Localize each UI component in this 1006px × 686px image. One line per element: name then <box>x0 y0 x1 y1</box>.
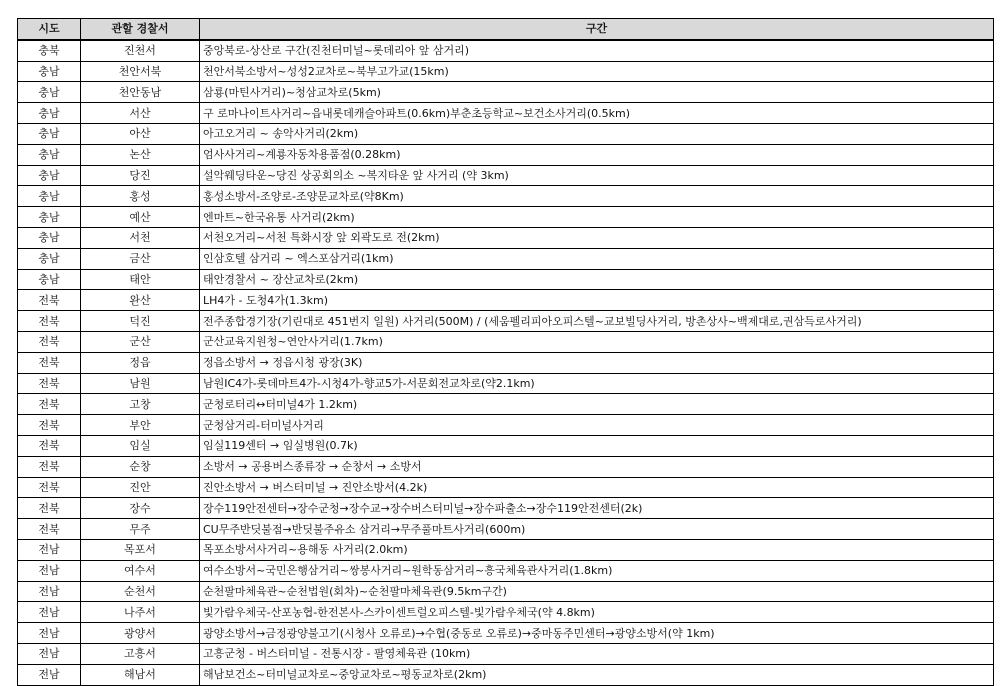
cell-police-station: 장수 <box>81 498 200 519</box>
cell-section: 중앙북로-상산로 구간(진천터미널~롯데리아 앞 삼거리) <box>200 40 994 61</box>
table-row <box>18 623 994 644</box>
cell-police-station: 서산 <box>81 103 200 124</box>
table-row <box>18 207 994 228</box>
cell-police-station: 고창 <box>81 394 200 415</box>
cell-police-station: 진안 <box>81 477 200 498</box>
table-row <box>18 581 994 602</box>
cell-province: 전북 <box>18 311 81 332</box>
table-row <box>18 602 994 623</box>
table-row <box>18 394 994 415</box>
cell-police-station: 여수서 <box>81 560 200 581</box>
cell-section: 홍성소방서-조양로-조양문교차로(약8Km) <box>200 186 994 207</box>
cell-police-station: 남원 <box>81 373 200 394</box>
cell-section: 설악웨딩타운~당진 상공회의소 ~복지타운 앞 사거리 (약 3km) <box>200 165 994 186</box>
cell-section: 남원IC4가-롯데마트4가-시청4가-향교5가-서문회전교차로(약2.1km) <box>200 373 994 394</box>
cell-province: 충남 <box>18 207 81 228</box>
cell-section: 빛가람우체국-산포농협-한전본사-스카이센트럴오피스텔-빛가람우체국(약 4.8km) <box>200 602 994 623</box>
table-row <box>18 144 994 165</box>
table-row <box>18 456 994 477</box>
table-row <box>18 248 994 269</box>
cell-police-station: 순천서 <box>81 581 200 602</box>
table-row <box>18 498 994 519</box>
section-table <box>17 18 994 686</box>
cell-province: 전남 <box>18 560 81 581</box>
cell-police-station: 순창 <box>81 456 200 477</box>
cell-police-station: 금산 <box>81 248 200 269</box>
cell-province: 충남 <box>18 248 81 269</box>
section-table-container <box>17 18 994 686</box>
cell-police-station: 천안동남 <box>81 82 200 103</box>
table-row <box>18 539 994 560</box>
cell-police-station: 논산 <box>81 144 200 165</box>
cell-province: 충남 <box>18 144 81 165</box>
cell-police-station: 아산 <box>81 123 200 144</box>
cell-section: 군청삼거리-터미널사거리 <box>200 415 994 436</box>
cell-police-station: 목포서 <box>81 539 200 560</box>
table-row <box>18 352 994 373</box>
table-row <box>18 290 994 311</box>
table-row <box>18 477 994 498</box>
cell-police-station: 당진 <box>81 165 200 186</box>
cell-police-station: 예산 <box>81 207 200 228</box>
cell-section: 장수119안전센터→장수군청→장수교→장수버스터미널→장수파출소→장수119안전센터(2k) <box>200 498 994 519</box>
table-row <box>18 435 994 456</box>
table-row <box>18 40 994 61</box>
table-row <box>18 227 994 248</box>
table-row <box>18 664 994 685</box>
cell-police-station: 나주서 <box>81 602 200 623</box>
cell-province: 충남 <box>18 82 81 103</box>
cell-section: 여수소방서~국민은행삼거리~쌍봉사거리~원학동삼거리~흥국체육관사거리(1.8km) <box>200 560 994 581</box>
table-row <box>18 373 994 394</box>
cell-province: 전북 <box>18 477 81 498</box>
cell-police-station: 군산 <box>81 331 200 352</box>
cell-police-station: 천안서북 <box>81 61 200 82</box>
table-row <box>18 311 994 332</box>
table-row <box>18 61 994 82</box>
cell-section: 진안소방서 → 버스터미널 → 진안소방서(4.2k) <box>200 477 994 498</box>
cell-police-station: 무주 <box>81 519 200 540</box>
cell-police-station: 서천 <box>81 227 200 248</box>
cell-province: 전북 <box>18 519 81 540</box>
cell-province: 충남 <box>18 186 81 207</box>
cell-province: 전남 <box>18 539 81 560</box>
cell-section: 서천오거리~서천 특화시장 앞 외곽도로 전(2km) <box>200 227 994 248</box>
table-row <box>18 186 994 207</box>
cell-province: 충북 <box>18 40 81 61</box>
cell-province: 전북 <box>18 290 81 311</box>
cell-section: 전주종합경기장(기린대로 451번지 일원) 사거리(500M) / (세움펠리피아오피스텔~교보빌딩사거리, 방촌상사~백제대로,권삼득로사거리) <box>200 311 994 332</box>
cell-section: 태안경찰서 ~ 장산교차로(2km) <box>200 269 994 290</box>
cell-section: 임실119센터 → 임실병원(0.7k) <box>200 435 994 456</box>
cell-section: LH4가 - 도청4가(1.3km) <box>200 290 994 311</box>
table-row <box>18 123 994 144</box>
cell-police-station: 부안 <box>81 415 200 436</box>
cell-police-station: 덕진 <box>81 311 200 332</box>
table-body <box>18 40 994 685</box>
cell-province: 전북 <box>18 435 81 456</box>
cell-section: 목포소방서사거리~용해동 사거리(2.0km) <box>200 539 994 560</box>
cell-police-station: 해남서 <box>81 664 200 685</box>
table-row <box>18 560 994 581</box>
table-row <box>18 269 994 290</box>
table-row <box>18 165 994 186</box>
table-row <box>18 331 994 352</box>
cell-province: 전북 <box>18 331 81 352</box>
cell-province: 전북 <box>18 394 81 415</box>
table-row <box>18 415 994 436</box>
table-row <box>18 82 994 103</box>
cell-province: 전북 <box>18 415 81 436</box>
cell-police-station: 임실 <box>81 435 200 456</box>
cell-province: 충남 <box>18 269 81 290</box>
cell-province: 전남 <box>18 643 81 664</box>
cell-province: 충남 <box>18 227 81 248</box>
cell-police-station: 진천서 <box>81 40 200 61</box>
cell-section: 군산교육지원청~연안사거리(1.7km) <box>200 331 994 352</box>
cell-province: 전남 <box>18 602 81 623</box>
cell-section: 순천팔마체육관~순천법원(회차)~순천팔마체육관(9.5km구간) <box>200 581 994 602</box>
cell-section: 광양소방서→금정광양불고기(시청사 오류로)→수협(중동로 오류로)→중마동주민센터→광양소방서(약 1km) <box>200 623 994 644</box>
table-row <box>18 643 994 664</box>
cell-province: 전북 <box>18 498 81 519</box>
table-row <box>18 519 994 540</box>
cell-section: 구 로마나이트사거리~읍내롯데캐슬아파트(0.6km)부춘초등학교~보건소사거리(0.5km) <box>200 103 994 124</box>
header-section: 구간 <box>200 19 994 40</box>
header-police-station: 관할 경찰서 <box>81 19 200 40</box>
header-province: 시도 <box>18 19 81 40</box>
cell-police-station: 홍성 <box>81 186 200 207</box>
cell-section: 인삼호텔 삼거리 ~ 엑스포삼거리(1km) <box>200 248 994 269</box>
cell-police-station: 태안 <box>81 269 200 290</box>
cell-police-station: 고흥서 <box>81 643 200 664</box>
cell-section: 아고오거리 ~ 송악사거리(2km) <box>200 123 994 144</box>
cell-section: 해남보건소~터미널교차로~중앙교차로~평동교차로(2km) <box>200 664 994 685</box>
cell-section: 엔마트~한국유통 사거리(2km) <box>200 207 994 228</box>
cell-section: 정읍소방서 → 정읍시청 광장(3K) <box>200 352 994 373</box>
cell-province: 충남 <box>18 165 81 186</box>
cell-province: 전남 <box>18 664 81 685</box>
cell-police-station: 완산 <box>81 290 200 311</box>
cell-section: CU무주반딧불점→반딧불주유소 삼거리→무주풀마트사거리(600m) <box>200 519 994 540</box>
cell-police-station: 정읍 <box>81 352 200 373</box>
cell-section: 엄사사거리~계룡자동차용품점(0.28km) <box>200 144 994 165</box>
cell-province: 전북 <box>18 373 81 394</box>
table-row <box>18 103 994 124</box>
cell-section: 천안서북소방서~성성2교차로~북부고가교(15km) <box>200 61 994 82</box>
cell-province: 충남 <box>18 123 81 144</box>
cell-section: 고흥군청 - 버스터미널 - 전통시장 - 팔영체육관 (10km) <box>200 643 994 664</box>
cell-province: 충남 <box>18 61 81 82</box>
cell-province: 전북 <box>18 456 81 477</box>
cell-section: 삼룡(마틴사거리)~청삼교차로(5km) <box>200 82 994 103</box>
cell-section: 소방서 → 공용버스종류장 → 순창서 → 소방서 <box>200 456 994 477</box>
cell-province: 전남 <box>18 581 81 602</box>
cell-province: 전북 <box>18 352 81 373</box>
table-header-row <box>18 19 994 40</box>
cell-police-station: 광양서 <box>81 623 200 644</box>
cell-province: 전남 <box>18 623 81 644</box>
cell-section: 군청로터리↔터미널4가 1.2km) <box>200 394 994 415</box>
cell-province: 충남 <box>18 103 81 124</box>
